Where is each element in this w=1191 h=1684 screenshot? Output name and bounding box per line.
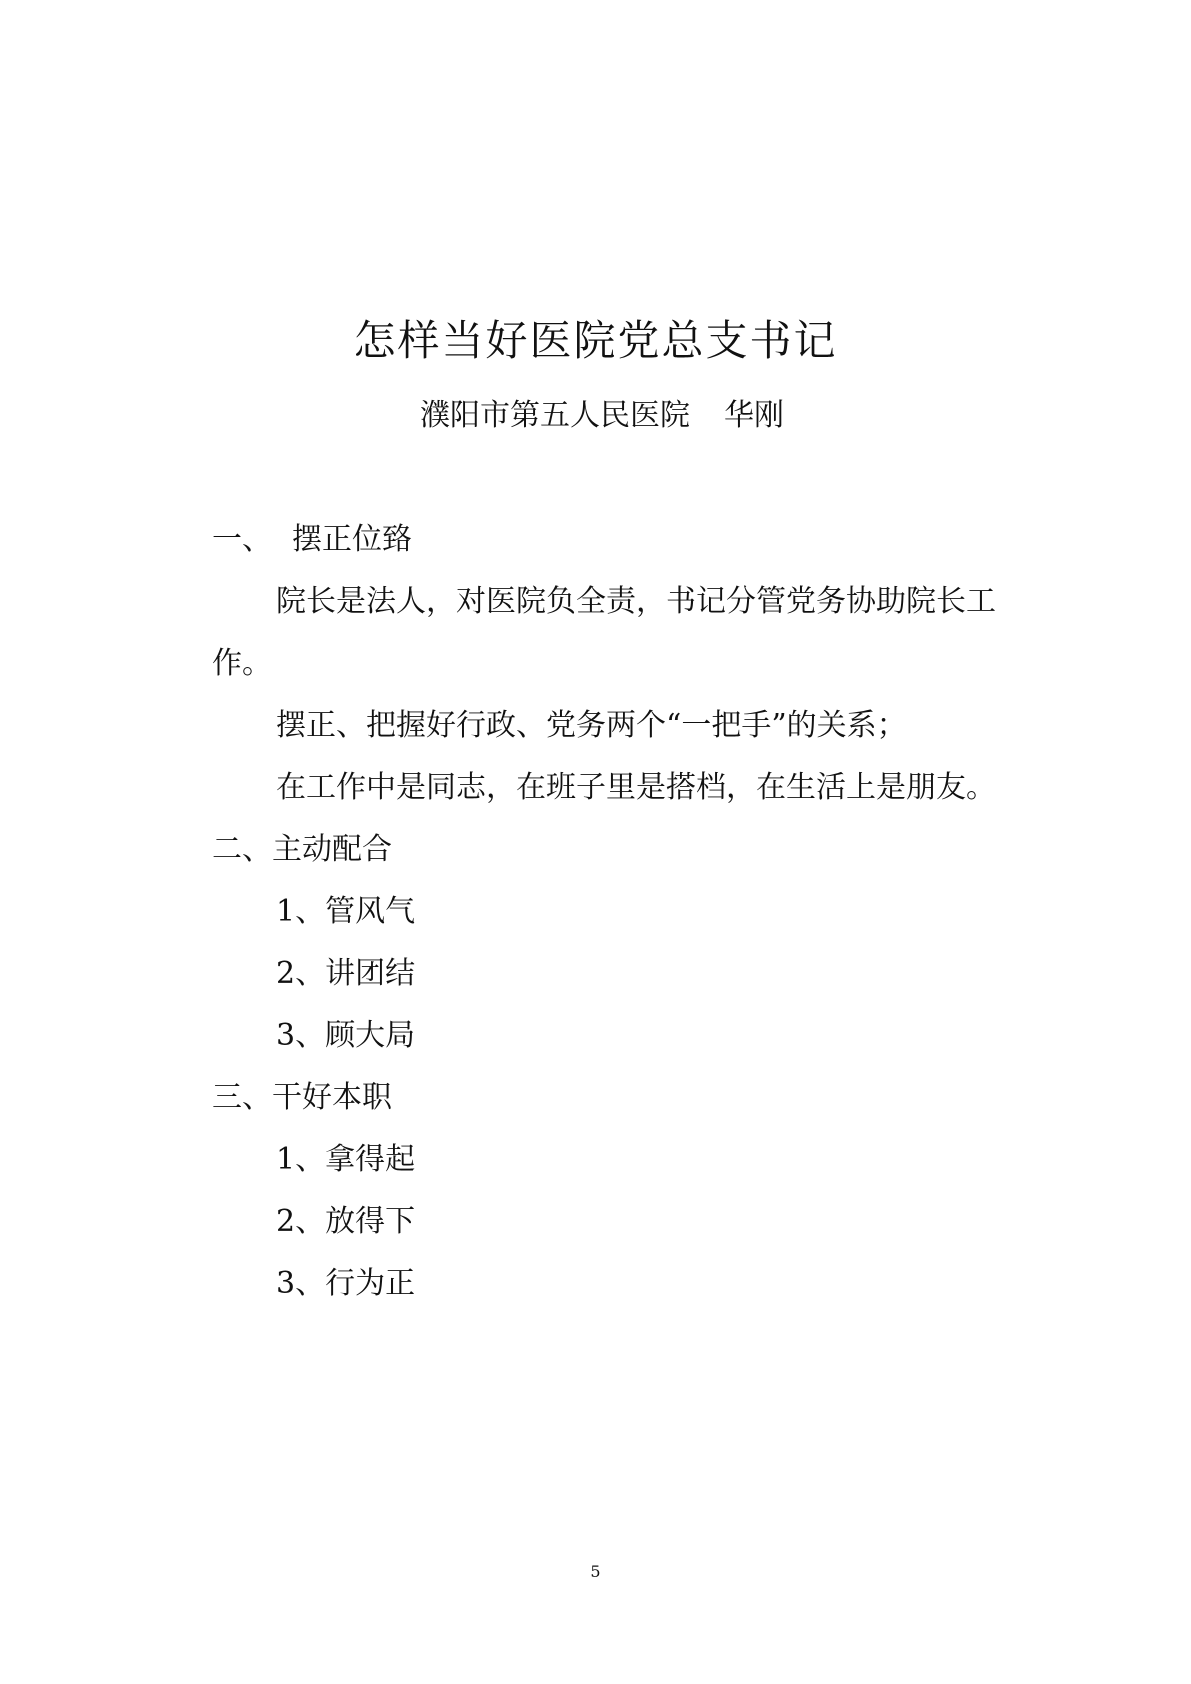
subtitle-author: 华刚 bbox=[724, 398, 784, 433]
section-1-heading bbox=[212, 520, 412, 560]
section-1-paragraph-line: 作。 bbox=[212, 646, 272, 681]
section-3-list-item: 1、拿得起 bbox=[276, 1142, 416, 1177]
section-1-heading-text: 摆正位臵 bbox=[292, 522, 412, 557]
section-2-list-item: 2、讲团结 bbox=[276, 956, 416, 991]
document-subtitle bbox=[420, 396, 784, 436]
section-1-number: 一、 bbox=[212, 522, 272, 557]
section-2-list-item: 1、管风气 bbox=[276, 894, 416, 929]
subtitle-organization: 濮阳市第五人民医院 bbox=[420, 398, 690, 433]
document-title: 怎样当好医院党总支书记 bbox=[353, 316, 838, 365]
section-1-paragraph-line: 院长是法人，对医院负全责，书记分管党务协助院长工 bbox=[276, 584, 996, 619]
section-3-heading: 三、干好本职 bbox=[212, 1080, 392, 1115]
page-number: 5 bbox=[590, 1562, 601, 1581]
section-1-paragraph-line: 在工作中是同志，在班子里是搭档，在生活上是朋友。 bbox=[276, 770, 996, 805]
section-3-list-item: 3、行为正 bbox=[276, 1266, 416, 1301]
section-2-heading: 二、主动配合 bbox=[212, 832, 392, 867]
section-2-list-item: 3、顾大局 bbox=[276, 1018, 416, 1053]
section-3-list-item: 2、放得下 bbox=[276, 1204, 416, 1239]
section-1-paragraph-line: 摆正、把握好行政、党务两个“一把手”的关系； bbox=[276, 708, 907, 743]
